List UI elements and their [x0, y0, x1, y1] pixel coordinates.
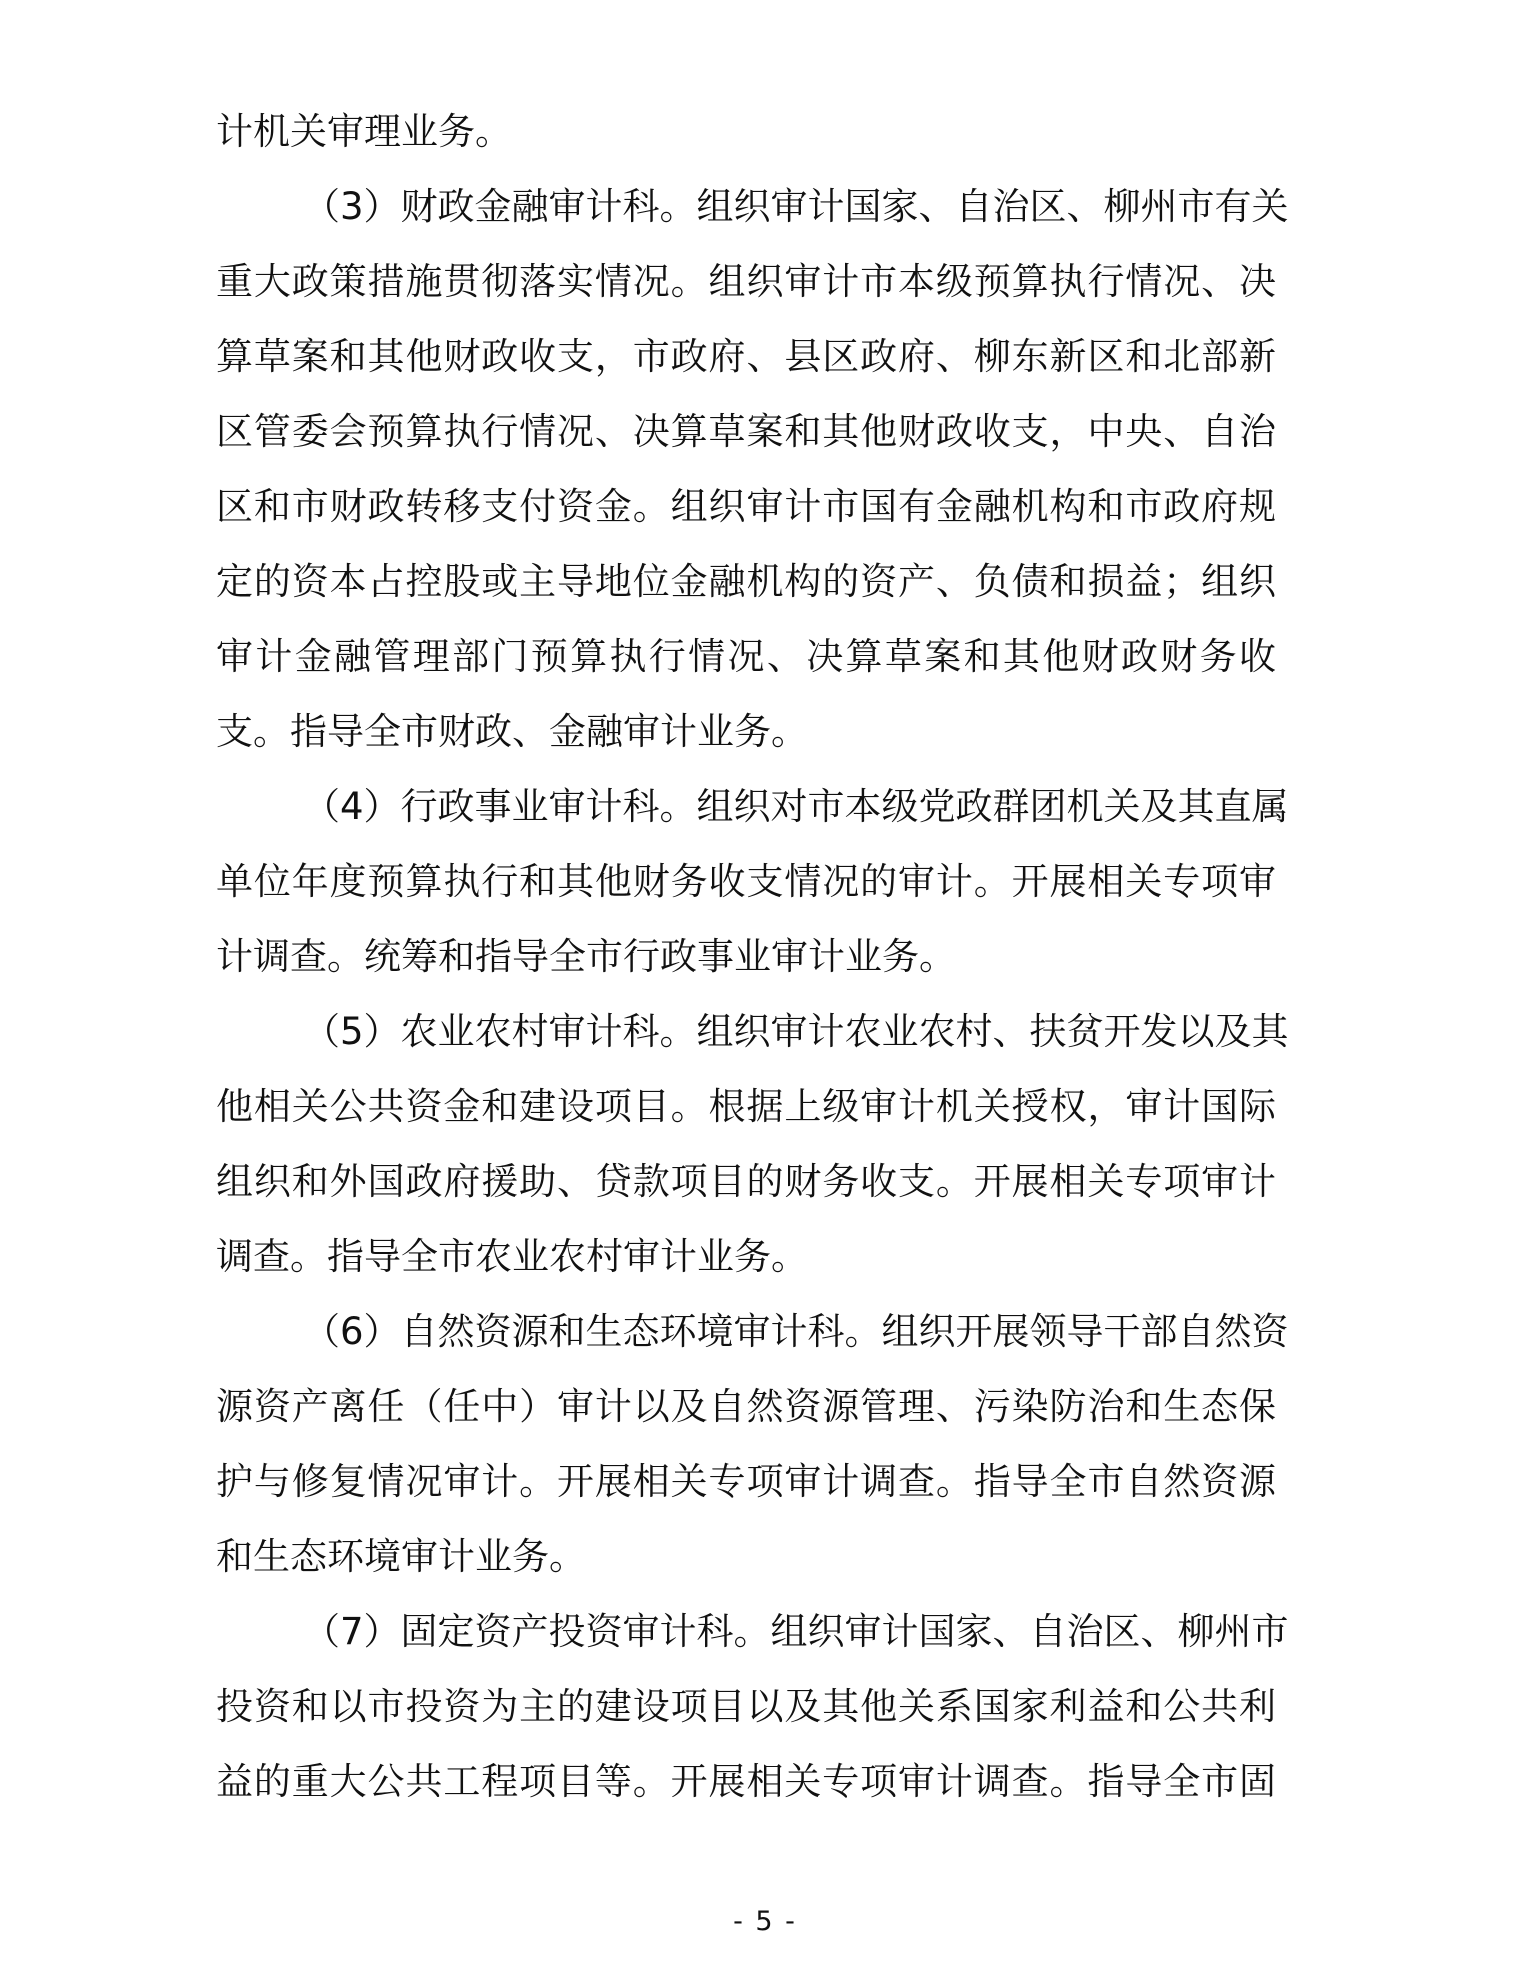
paragraph-first-line: （5）农业农村审计科。组织审计农业农村、扶贫开发以及其 — [303, 1010, 1289, 1053]
paragraph-first-line: （4）行政事业审计科。组织对市本级党政群团机关及其直属 — [303, 785, 1289, 828]
page-number: - 5 - — [733, 1906, 797, 1937]
text-line: 区管委会预算执行情况、决算草案和其他财政收支，中央、自治 — [216, 410, 1276, 453]
text-line: 重大政策措施贯彻落实情况。组织审计市本级预算执行情况、决 — [216, 260, 1276, 303]
text-line: 审计金融管理部门预算执行情况、决算草案和其他财政财务收 — [216, 635, 1276, 678]
text-line: 支。指导全市财政、金融审计业务。 — [216, 710, 808, 753]
paragraph-first-line: （7）固定资产投资审计科。组织审计国家、自治区、柳州市 — [303, 1610, 1289, 1653]
text-line: 计调查。统筹和指导全市行政事业审计业务。 — [216, 935, 956, 978]
text-line: 定的资本占控股或主导地位金融机构的资产、负债和损益；组织 — [216, 560, 1276, 603]
text-line: 算草案和其他财政收支，市政府、县区政府、柳东新区和北部新 — [216, 335, 1276, 378]
text-line: 区和市财政转移支付资金。组织审计市国有金融机构和市政府规 — [216, 485, 1276, 528]
document-body — [216, 94, 1289, 1819]
text-line: 计机关审理业务。 — [216, 110, 512, 153]
paragraph-first-line: （3）财政金融审计科。组织审计国家、自治区、柳州市有关 — [303, 185, 1289, 228]
text-line: 他相关公共资金和建设项目。根据上级审计机关授权，审计国际 — [216, 1085, 1276, 1128]
text-line: 调查。指导全市农业农村审计业务。 — [216, 1235, 808, 1278]
text-line: 组织和外国政府援助、贷款项目的财务收支。开展相关专项审计 — [216, 1160, 1276, 1203]
text-line: 益的重大公共工程项目等。开展相关专项审计调查。指导全市固 — [216, 1760, 1276, 1803]
text-line: 源资产离任（任中）审计以及自然资源管理、污染防治和生态保 — [216, 1385, 1276, 1428]
paragraph-first-line: （6）自然资源和生态环境审计科。组织开展领导干部自然资 — [303, 1310, 1289, 1353]
text-line: 和生态环境审计业务。 — [216, 1535, 586, 1578]
text-line: 投资和以市投资为主的建设项目以及其他关系国家利益和公共利 — [216, 1685, 1276, 1728]
text-line: 护与修复情况审计。开展相关专项审计调查。指导全市自然资源 — [216, 1460, 1276, 1503]
text-line: 单位年度预算执行和其他财务收支情况的审计。开展相关专项审 — [216, 860, 1276, 903]
